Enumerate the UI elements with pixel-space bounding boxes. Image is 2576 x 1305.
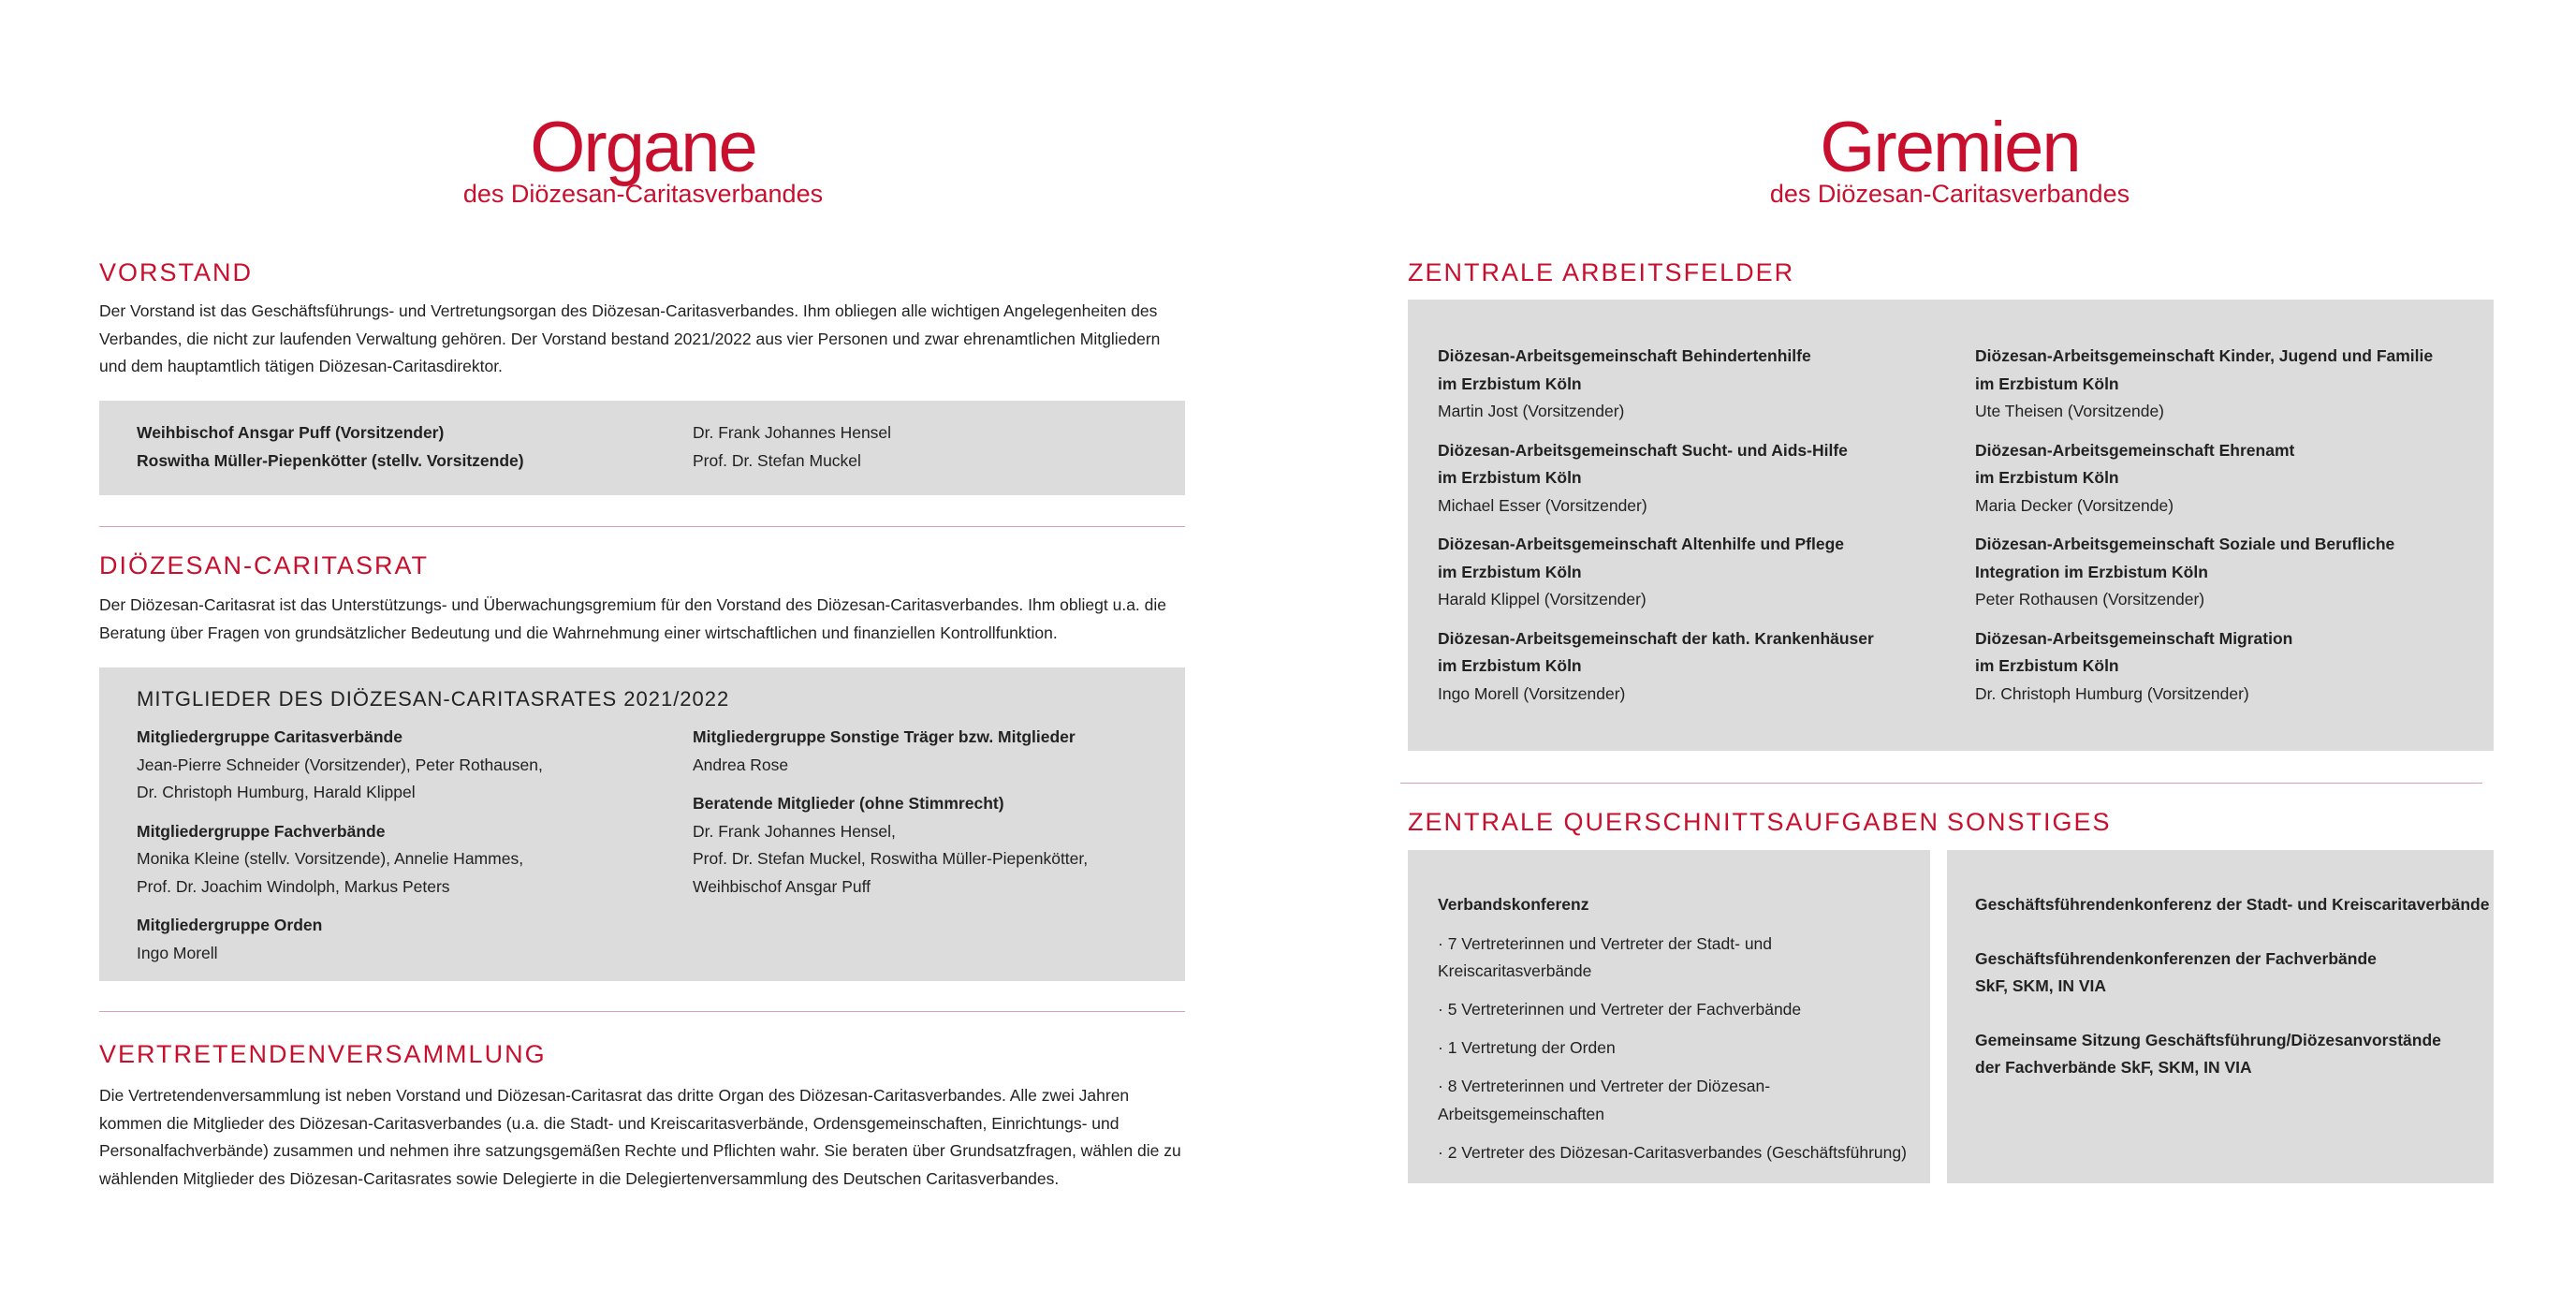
arbeitsgemeinschaft-entry	[1438, 625, 1962, 709]
arbeitsgemeinschaft-title: Diözesan-Arbeitsgemeinschaft der kath. Krankenhäuser	[1438, 628, 1874, 648]
vorstand-member: Roswitha Müller-Piepenkötter (stellv. Vorsitzende)	[137, 450, 524, 470]
heading-zentrale-arbeitsfelder: ZENTRALE ARBEITSFELDER	[1408, 258, 1795, 286]
verbandskonferenz-item: · 7 Vertreterinnen und Vertreter der Stadt- und Kreiscaritasverbände	[1438, 933, 1773, 980]
arbeitsgemeinschaft-person: Harald Klippel (Vorsitzender)	[1438, 590, 1647, 609]
arbeitsgemeinschaft-person: Michael Esser (Vorsitzender)	[1438, 495, 1647, 515]
member-group-line: Prof. Dr. Joachim Windolph, Markus Peters	[137, 876, 450, 896]
caritasrat-box-heading: MITGLIEDER DES DIÖZESAN-CARITASRATES 2021/2022	[137, 687, 730, 711]
arbeitsgemeinschaft-title: Integration im Erzbistum Köln	[1975, 562, 2208, 581]
sonstiges-line: SkF, SKM, IN VIA	[1975, 976, 2107, 995]
member-group-title: Mitgliedergruppe Orden	[137, 916, 323, 934]
member-group	[137, 724, 680, 807]
querschnitt-box	[1408, 850, 1930, 1183]
caritasrat-groups-left	[137, 724, 680, 967]
vorstand-member: Weihbischof Ansgar Puff (Vorsitzender)	[137, 423, 445, 442]
sonstiges-box	[1947, 850, 2494, 1183]
member-group	[693, 790, 1179, 901]
vorstand-members-left	[137, 419, 524, 475]
arbeitsgemeinschaft-title: Diözesan-Arbeitsgemeinschaft Migration	[1975, 628, 2293, 648]
page-title-organe: Organe	[530, 108, 756, 187]
member-group-line: Dr. Christoph Humburg, Harald Klippel	[137, 783, 416, 801]
member-group-title: Mitgliedergruppe Caritasverbände	[137, 727, 402, 746]
arbeitsgemeinschaft-title: Diözesan-Arbeitsgemeinschaft Behindertenhilfe	[1438, 346, 1811, 365]
heading-zentrale-querschnittsaufgaben: ZENTRALE QUERSCHNITTSAUFGABEN	[1408, 808, 1940, 836]
member-group-line: Monika Kleine (stellv. Vorsitzende), Annelie Hammes,	[137, 849, 524, 868]
arbeitsfelder-col-2	[1975, 343, 2481, 708]
member-group-title: Mitgliedergruppe Sonstige Träger bzw. Mitglieder	[693, 727, 1076, 746]
arbeitsgemeinschaft-entry	[1438, 343, 1962, 426]
arbeitsgemeinschaft-title: Diözesan-Arbeitsgemeinschaft Soziale und Berufliche	[1975, 535, 2395, 553]
caritasrat-groups-right	[693, 724, 1179, 901]
arbeitsgemeinschaft-person: Ute Theisen (Vorsitzende)	[1975, 402, 2165, 420]
member-group-line: Dr. Frank Johannes Hensel,	[693, 821, 896, 841]
arbeitsgemeinschaft-title: im Erzbistum Köln	[1975, 656, 2119, 675]
vorstand-text: Der Vorstand ist das Geschäftsführungs- und Vertretungsorgan des Diözesan-Caritasverbandes. Ihm obliegen alle wichtigen Angelegenheiten des Verbandes, die nicht zur laufenden Verwaltung gehören. Der Vorstand bestand 2021/2022 aus vier Personen und zwar ehrenamtlichen Mitgliedern und dem hauptamtlich tätigen Diözesan-Caritasdirektor.	[99, 301, 1161, 375]
heading-vorstand: VORSTAND	[99, 258, 254, 286]
arbeitsgemeinschaft-title: im Erzbistum Köln	[1975, 468, 2119, 487]
querschnitt-content	[1438, 891, 1925, 1178]
sonstiges-entry	[1975, 946, 2490, 1001]
vorstand-member: Dr. Frank Johannes Hensel	[693, 423, 892, 442]
sonstiges-line: Gemeinsame Sitzung Geschäftsführung/Diözesanvorstände	[1975, 1030, 2441, 1049]
arbeitsgemeinschaft-title: im Erzbistum Köln	[1975, 374, 2119, 393]
divider	[1400, 783, 2482, 784]
arbeitsgemeinschaft-entry	[1438, 531, 1962, 614]
versammlung-text: Die Vertretendenversammlung ist neben Vorstand und Diözesan-Caritasrat das dritte Organ des Diözesan-Caritasverbandes. Alle zwei Jahren kommen die Mitglieder des Diözesan-Caritasverbandes (u.a. die Stadt- und Kreiscaritasverbände, Ordensgemeinschaften, Einrichtungs- und Personalfachverbände) zusammen und nehmen ihre satzungsgemäßen Rechte und Pflichten wahr. Sie beraten über Grundsatzfragen, wählen die zu wählenden Mitglieder des Diözesan-Caritasrates sowie Delegierte in die Delegiertenversammlung des Deutschen Caritasverbandes.	[99, 1086, 1181, 1188]
arbeitsgemeinschaft-title: Diözesan-Arbeitsgemeinschaft Kinder, Jugend und Familie	[1975, 346, 2434, 365]
sonstiges-line: Geschäftsführendenkonferenz der Stadt- und Kreiscaritaverbände	[1975, 895, 2490, 914]
arbeitsgemeinschaft-title: im Erzbistum Köln	[1438, 656, 1582, 675]
arbeitsgemeinschaft-person: Ingo Morell (Vorsitzender)	[1438, 683, 1626, 703]
arbeitsgemeinschaft-entry	[1975, 531, 2481, 614]
page-subtitle-right: des Diözesan-Caritasverbandes	[1769, 180, 2130, 208]
heading-caritasrat: DIÖZESAN-CARITASRAT	[99, 551, 430, 579]
sonstiges-entry	[1975, 891, 2490, 919]
member-group-line: Andrea Rose	[693, 755, 789, 774]
heading-vertretendenversammlung: VERTRETENDENVERSAMMLUNG	[99, 1040, 547, 1068]
page-title-gremien: Gremien	[1820, 108, 2080, 187]
vorstand-member: Prof. Dr. Stefan Muckel	[693, 450, 861, 470]
arbeitsgemeinschaft-entry	[1975, 625, 2481, 709]
member-group-line: Jean-Pierre Schneider (Vorsitzender), Peter Rothausen,	[137, 755, 543, 774]
member-group-title: Mitgliedergruppe Fachverbände	[137, 821, 386, 841]
arbeitsgemeinschaft-entry	[1975, 343, 2481, 426]
arbeitsfelder-box	[1408, 300, 2494, 751]
verbandskonferenz-item: · 1 Vertretung der Orden	[1438, 1038, 1616, 1057]
verbandskonferenz-item: · 5 Vertreterinnen und Vertreter der Fachverbände	[1438, 1000, 1802, 1019]
member-group	[137, 912, 680, 967]
verbandskonferenz-title: Verbandskonferenz	[1438, 895, 1589, 914]
caritasrat-members-box	[99, 667, 1185, 981]
member-group-title: Beratende Mitglieder (ohne Stimmrecht)	[693, 794, 1004, 813]
arbeitsfelder-col-1	[1438, 343, 1962, 708]
vorstand-members-right	[693, 419, 891, 475]
page-subtitle-left: des Diözesan-Caritasverbandes	[462, 180, 824, 208]
verbandskonferenz-item: · 8 Vertreterinnen und Vertreter der Diözesan-Arbeitsgemeinschaften	[1438, 1077, 1771, 1123]
sonstiges-entry	[1975, 1027, 2490, 1082]
arbeitsgemeinschaft-title: Diözesan-Arbeitsgemeinschaft Sucht- und Aids-Hilfe	[1438, 440, 1848, 460]
divider	[99, 526, 1185, 527]
divider	[99, 1011, 1185, 1012]
arbeitsgemeinschaft-entry	[1975, 437, 2481, 521]
caritasrat-text: Der Diözesan-Caritasrat ist das Unterstützungs- und Überwachungsgremium für den Vorstand des Diözesan-Caritasverbandes. Ihm obliegt u.a. die Beratung über Fragen von grundsätzlicher Bedeutung und die Wahrnehmung einer wirtschaftlichen und finanziellen Kontrollfunktion.	[99, 595, 1167, 642]
sonstiges-line: Geschäftsführendenkonferenzen der Fachverbände	[1975, 948, 2377, 968]
arbeitsgemeinschaft-title: im Erzbistum Köln	[1438, 468, 1582, 487]
arbeitsgemeinschaft-title: Diözesan-Arbeitsgemeinschaft Ehrenamt	[1975, 440, 2295, 460]
arbeitsgemeinschaft-person: Peter Rothausen (Vorsitzender)	[1975, 590, 2205, 609]
member-group-line: Ingo Morell	[137, 943, 218, 962]
arbeitsgemeinschaft-title: Diözesan-Arbeitsgemeinschaft Altenhilfe und Pflege	[1438, 535, 1845, 553]
member-group	[137, 818, 680, 902]
member-group	[693, 724, 1179, 779]
arbeitsgemeinschaft-entry	[1438, 437, 1962, 521]
arbeitsgemeinschaft-person: Maria Decker (Vorsitzende)	[1975, 495, 2174, 515]
arbeitsgemeinschaft-person: Martin Jost (Vorsitzender)	[1438, 402, 1625, 420]
member-group-line: Weihbischof Ansgar Puff	[693, 876, 871, 896]
sonstiges-line: der Fachverbände SkF, SKM, IN VIA	[1975, 1058, 2252, 1077]
vorstand-members-box	[99, 401, 1185, 495]
member-group-line: Prof. Dr. Stefan Muckel, Roswitha Müller-Piepenkötter,	[693, 849, 1089, 868]
sonstiges-content	[1975, 891, 2490, 1082]
heading-sonstiges: SONSTIGES	[1947, 808, 2112, 836]
verbandskonferenz-item: · 2 Vertreter des Diözesan-Caritasverbandes (Geschäftsführung)	[1438, 1142, 1907, 1162]
arbeitsgemeinschaft-title: im Erzbistum Köln	[1438, 562, 1582, 581]
arbeitsgemeinschaft-person: Dr. Christoph Humburg (Vorsitzender)	[1975, 683, 2249, 703]
arbeitsgemeinschaft-title: im Erzbistum Köln	[1438, 374, 1582, 393]
